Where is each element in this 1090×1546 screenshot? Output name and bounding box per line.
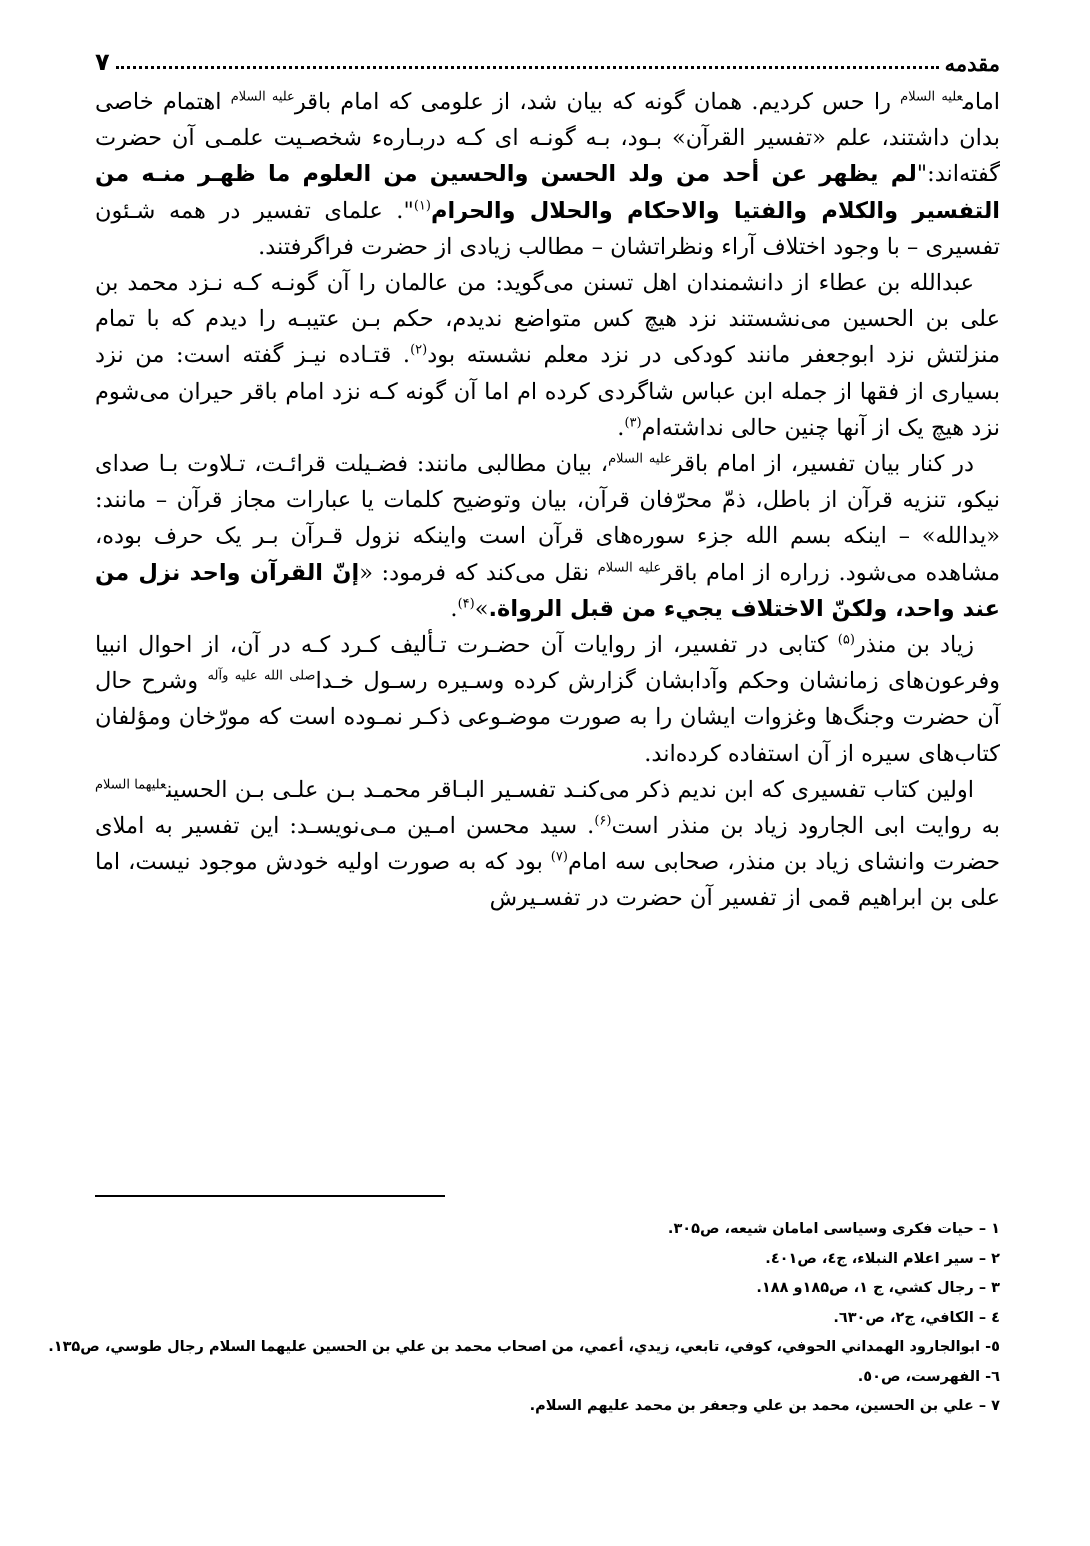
body-text: [95, 84, 1000, 917]
superscript-mark: علیه السلام: [230, 89, 295, 105]
footnote-item: ۱ – حیات فکری وسیاسی امامان شیعه، ص۳۰۵.: [667, 1221, 1000, 1237]
footnotes: [48, 1215, 1000, 1422]
text-run: ". علمای تفسیر در همه شـئون تفسیری – با وجود اختلاف آراء ونظراتشان – مطالب زیادی از حضرت فراگرفتند.: [95, 197, 1000, 260]
text-run: اولین کتاب تفسیری که ابن ندیم ذکر می‌کنـد تفسـیر البـاقر محمـد بـن علـی بـن الحسین: [166, 776, 974, 803]
text-run: عبدالله بن عطاء از دانشمندان اهل تسنن می‌گوید: من عالمان را آن گونـه کـه نـزد محمد بن علی بن الحسین می‌نشستند نزد هیچ کس متواضع ندیدم، حکم بـن عتیبـه را دیدم که با تمام منزلتش نزد ابوجعفر مانند کودکی در نزد معلم نشسته بود: [95, 270, 1001, 369]
footnote-separator: [95, 1195, 445, 1197]
superscript-mark: علیه السلام: [597, 560, 662, 576]
footnote-item: ٤ – الكافي، ج۲، ص٦٣٠.: [833, 1309, 1000, 1326]
text-run: .: [450, 595, 458, 622]
superscript-mark: علیهما السلام: [95, 777, 167, 793]
footnote-item: ۷ – علي بن الحسين، محمد بن علي وجعفر بن محمد عليهم السلام.: [529, 1398, 1000, 1414]
superscript-mark: صلی الله علیه وآله: [207, 668, 316, 684]
superscript-mark: (۶): [594, 813, 612, 829]
text-run: اهتمام خاصی بدان داشتند، علم «تفسیر القرآن» بـود، بـه گونـه ای کـه دربـارهء شخصـیت علمـی آن حضرت گفته‌اند:": [95, 89, 1000, 188]
paragraph: [95, 627, 1000, 772]
quoted-arabic-text: إنّ القرآن واحد نزل من عند واحد، ولكنّ الاختلاف يجيء من قبل الرواة.: [95, 559, 1000, 622]
text-run: نقل می‌کند که فرمود: «: [359, 559, 598, 586]
running-header: [95, 40, 1000, 76]
superscript-mark: (۵): [837, 632, 855, 648]
quoted-arabic-text: لم يظهر عن أحد من ولد الحسن والحسين من العلوم ما ظهـر منـه من التفسير والكلام والفتيا والاحكام والحلال والحرام: [95, 161, 1000, 224]
superscript-mark: علیه السلام: [900, 89, 963, 105]
paragraph: [95, 446, 1000, 627]
text-run: زیاد بن منذر: [854, 632, 975, 659]
text-run: بود که به صورت اولیه خودش موجود نیست، اما علی بن ابراهیم قمی از تفسیر آن حضرت در تفسـیرش: [95, 849, 1000, 912]
text-run: .: [617, 414, 625, 441]
section-title: مقدمه: [944, 51, 1000, 76]
paragraph: [95, 265, 1000, 446]
text-run: . سید محسن امـین مـی‌نویسـد: این تفسیر به املای حضرت وانشای زیاد بن منذر، صحابی سه امام: [95, 813, 1001, 876]
footnote-item: ٦- الفهرست، ص٥٠.: [857, 1368, 1000, 1385]
text-run: وشرح حال آن حضرت وجنگ‌ها وغزوات ایشان را به صورت موضـوعی ذکـر نمـوده است که مورّخان ومؤلفان کتاب‌های سیره از آن استفاده کرده‌اند.: [95, 668, 1000, 767]
superscript-mark: (۳): [624, 415, 642, 431]
text-run: به روایت ابی الجارود زیاد بن منذر است: [611, 813, 1000, 840]
header-dot-leader: [116, 66, 939, 69]
superscript-mark: (۴): [457, 596, 475, 612]
text-run: »: [474, 595, 489, 622]
superscript-mark: علیه السلام: [608, 451, 672, 467]
superscript-mark: (۲): [410, 342, 428, 358]
text-run: کتابی در تفسیر، از روایات آن حضـرت تـألیف کـرد کـه در آن، از احوال انبیا وفرعون‌های زمانشان وحکم وآدابشان گزارش کرده وسـیره رسـول خـدا: [95, 632, 1000, 695]
text-run: در کنار بیان تفسیر، از امام باقر: [671, 451, 974, 478]
footnote-item: ۳ – رجال کشي، ج ۱، ص۱۸۵و ۱۸۸.: [756, 1280, 1000, 1296]
text-run: را حس کردیم. همان گونه که بیان شد، از علومی که امام باقر: [294, 89, 901, 115]
document-page: [48, 40, 1001, 1520]
superscript-mark: (۱): [413, 198, 431, 214]
text-run: . قتـاده نیـز گفته است: من نزد بسیاری از فقها از جمله ابن عباس شاگردی کرده ام اما آن گونه کـه نزد امام باقر حیران می‌شوم نزد هیچ یک از آنها چنین حالی نداشته‌ام: [95, 342, 1000, 441]
footnote-item: ۲ – سير اعلام النبلاء، ج٤، ص٤٠١.: [765, 1250, 1000, 1267]
text-run: امام: [962, 89, 1001, 115]
paragraph: [95, 772, 1000, 917]
footnote-item: ٥- ابوالجارود الهمداني الحوفي، كوفي، تابعي، زيدي، أعمي، من اصحاب محمد بن علي بن الحسين عليهما السلام رجال طوسي، ص۱۳۵.: [48, 1339, 1000, 1355]
page-number: ۷: [95, 48, 110, 76]
text-run: ، بیان مطالبی مانند: فضـیلت قرائـت، تـلاوت بـا صدای نیکو، تنزیه قرآن از باطل، ذمّ محرّفان قرآن، بیان وتوضیح کلمات یا عبارات مجاز قرآن – مانند: «یدالله» – اینکه بسم الله جزء سوره‌های قرآن است واینکه نزول قـرآن بـر یک حرف بوده، مشاهده می‌شود. زراره از امام باقر: [95, 451, 1001, 586]
paragraph: [95, 84, 1000, 265]
superscript-mark: (۷): [550, 849, 568, 865]
